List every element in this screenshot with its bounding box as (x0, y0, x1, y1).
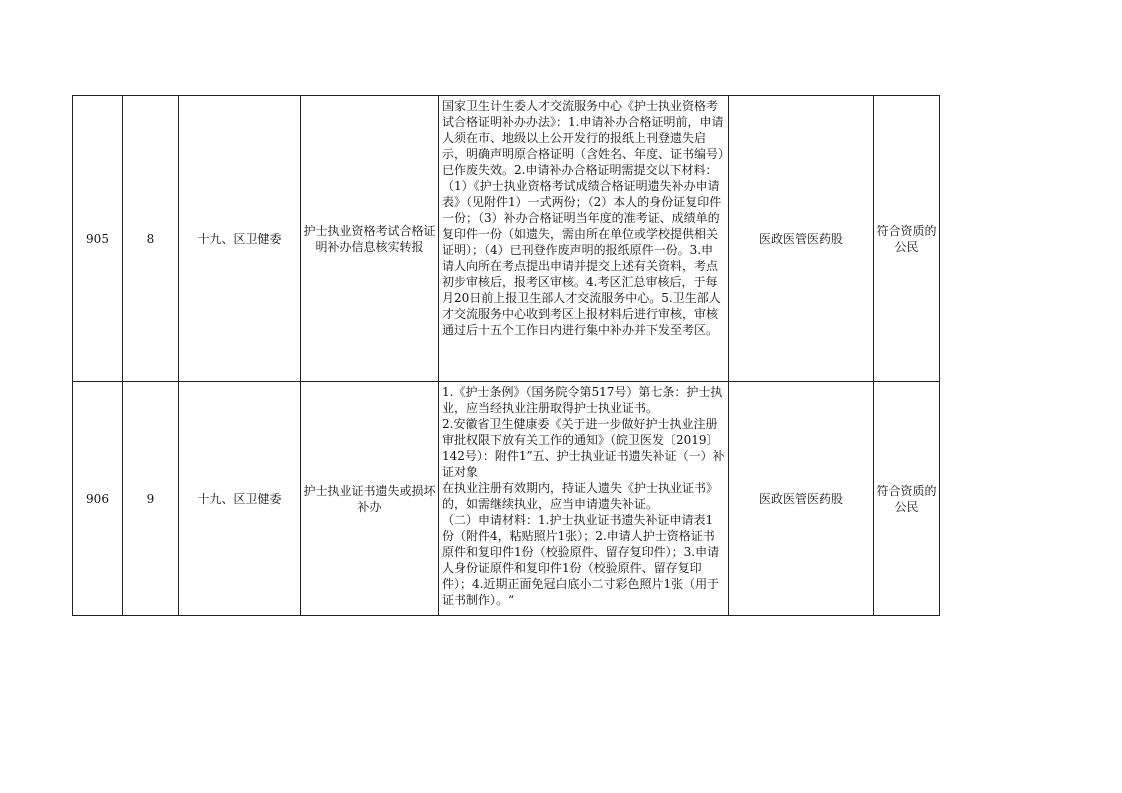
sub-seq-cell: 9 (123, 382, 179, 616)
basis-paragraph: 1.《护士条例》（国务院令第517号）第七条：护士执业，应当经执业注册取得护士执业证书。 (442, 385, 723, 415)
basis-paragraph: （二）申请材料：1.护士执业证书遗失补证申请表1份（附件4，粘贴照片1张）；2.申请人护士资格证书原件和复印件1份（校验原件、留存复印件）；3.申请人身份证原件和复印件1份（校验原件、留存复印件）；4.近期正面免冠白底小二寸彩色照片1张（用于证书制作）。“ (442, 513, 720, 607)
department-cell: 十九、区卫健委 (179, 96, 301, 382)
seq-number-cell: 906 (73, 382, 123, 616)
basis-cell (439, 382, 729, 616)
seq-number-cell: 905 (73, 96, 123, 382)
basis-paragraph: 在执业注册有效期内，持证人遗失《护士执业证书》的，如需继续执业，应当申请遗失补证。 (442, 481, 719, 511)
basis-paragraph: 2.安徽省卫生健康委《关于进一步做好护士执业注册审批权限下放有关工作的通知》（皖卫医发〔2019〕142号）：附件1”五、护士执业证书遗失补证（一）补证对象 (442, 417, 725, 479)
object-cell: 符合资质的公民 (874, 96, 940, 382)
department-cell: 十九、区卫健委 (179, 382, 301, 616)
item-name-cell: 护士执业证书遗失或损坏补办 (301, 382, 439, 616)
item-name-cell: 护士执业资格考试合格证明补办信息核实转报 (301, 96, 439, 382)
service-items-table (72, 95, 940, 616)
table-row (73, 382, 940, 616)
unit-cell: 医政医管医药股 (729, 96, 874, 382)
basis-paragraph: 国家卫生计生委人才交流服务中心《护士执业资格考试合格证明补办办法》：1.申请补办合格证明前，申请人须在市、地级以上公开发行的报纸上刊登遗失启示，明确声明原合格证明（含姓名、年度、证书编号）已作废失效。2.申请补办合格证明需提交以下材料：（1）《护士执业资格考试成绩合格证明遗失补办申请表》（见附件1）一式两份；（2）本人的身份证复印件一份；（3）补办合格证明当年度的准考证、成绩单的复印件一份（如遗失，需由所在单位或学校提供相关证明）；（4）已刊登作废声明的报纸原件一份。3.申请人向所在考点提出申请并提交上述有关资料，考点初步审核后，报考区审核。4.考区汇总审核后，于每月20日前上报卫生部人才交流服务中心。5.卫生部人才交流服务中心收到考区上报材料后进行审核，审核通过后十五个工作日内进行集中补办并下发至考区。 (442, 99, 725, 337)
sub-seq-cell: 8 (123, 96, 179, 382)
basis-cell (439, 96, 729, 382)
table-row (73, 96, 940, 382)
unit-cell: 医政医管医药股 (729, 382, 874, 616)
object-cell: 符合资质的公民 (874, 382, 940, 616)
